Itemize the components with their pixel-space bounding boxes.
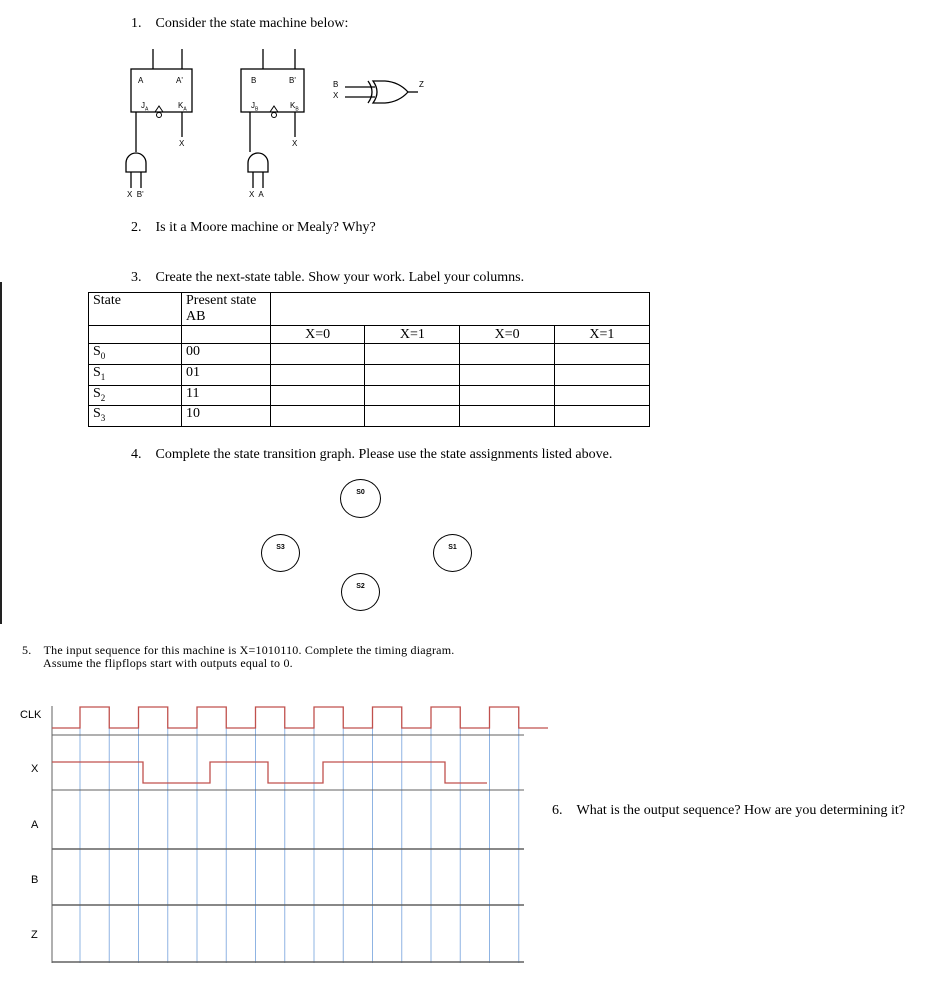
and-b-inputs-label: X A bbox=[249, 190, 264, 199]
ff-a-q-label: A bbox=[138, 76, 144, 85]
code-cell: 01 bbox=[182, 364, 271, 385]
ff-a-k-input-label: X bbox=[179, 139, 185, 148]
question-1: 1. Consider the state machine below: bbox=[131, 16, 349, 31]
state-cell: $S_2$ bbox=[89, 385, 182, 406]
state-cell: $S_1$ bbox=[89, 364, 182, 385]
col-x0-a: X=0 bbox=[271, 326, 365, 344]
ff-a-qbar-label: A' bbox=[176, 76, 183, 85]
signal-label-b: B bbox=[31, 874, 39, 886]
xor-output-z-label: Z bbox=[419, 80, 424, 89]
col-x1-a: X=1 bbox=[365, 326, 460, 344]
state-node-s0[interactable]: S0 bbox=[340, 479, 381, 518]
ff-b-k-input-label: X bbox=[292, 139, 298, 148]
signal-label-a: A bbox=[31, 819, 39, 831]
state-node-s1[interactable]: S1 bbox=[433, 534, 472, 572]
clk-waveform bbox=[52, 707, 548, 728]
question-2: 2. Is it a Moore machine or Mealy? Why? bbox=[131, 220, 376, 235]
question-4: 4. Complete the state transition graph. Please use the state assignments listed above. bbox=[131, 447, 613, 462]
state-cell: $S_3$ bbox=[89, 406, 182, 427]
state-cell: $S_0$ bbox=[89, 344, 182, 365]
and-a-inputs-label: X B' bbox=[127, 190, 144, 199]
header-present-state: Present state AB bbox=[182, 293, 271, 326]
xor-input-b-label: B bbox=[333, 80, 339, 89]
ff-a-j-label: $J_A$ bbox=[141, 101, 149, 113]
state-node-s3[interactable]: S3 bbox=[261, 534, 300, 572]
code-cell: 11 bbox=[182, 385, 271, 406]
code-cell: 10 bbox=[182, 406, 271, 427]
ff-b-k-label: $K_B$ bbox=[290, 101, 299, 113]
col-x0-b: X=0 bbox=[460, 326, 554, 344]
ff-a-k-label: $K_A$ bbox=[178, 101, 187, 113]
question-3: 3. Create the next-state table. Show your work. Label your columns. bbox=[131, 270, 525, 285]
col-x1-b: X=1 bbox=[554, 326, 649, 344]
code-cell: 00 bbox=[182, 344, 271, 365]
question-5-line-2: Assume the flipflops start with outputs equal to 0. bbox=[43, 656, 293, 670]
state-node-s2[interactable]: S2 bbox=[341, 573, 380, 611]
ff-b-q-label: B bbox=[251, 76, 257, 85]
signal-label-clk: CLK bbox=[20, 709, 42, 721]
xor-input-x-label: X bbox=[333, 91, 339, 100]
x-waveform bbox=[52, 762, 487, 783]
question-6: 6. What is the output sequence? How are you determining it? bbox=[552, 803, 906, 818]
header-state: State bbox=[89, 293, 182, 326]
ff-b-qbar-label: B' bbox=[289, 76, 296, 85]
ff-b-j-label: $J_B$ bbox=[251, 101, 259, 113]
signal-label-z: Z bbox=[31, 929, 38, 941]
question-5-line-1: 5. The input sequence for this machine is X=1010110. Complete the timing diagram. bbox=[22, 643, 455, 657]
signal-label-x: X bbox=[31, 763, 39, 775]
